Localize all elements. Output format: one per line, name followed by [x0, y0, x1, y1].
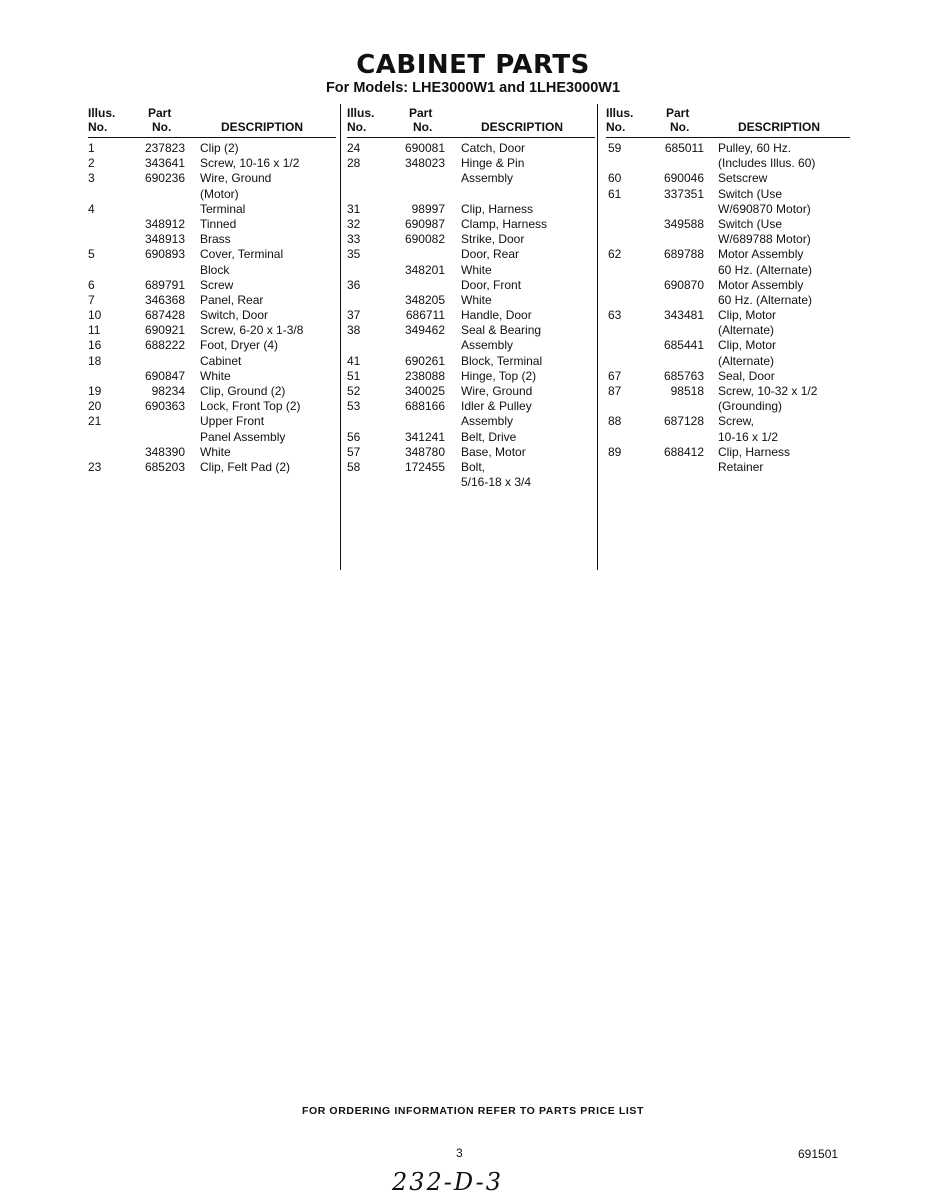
part-description: (Includes Illus. 60): [718, 156, 816, 171]
parts-row: [606, 263, 850, 278]
part-number: 98518: [670, 384, 704, 398]
part-number: 98997: [411, 201, 445, 216]
part-number: 348201: [404, 262, 445, 277]
parts-row: [88, 308, 336, 323]
parts-rows: [347, 141, 595, 490]
part-description: White: [200, 368, 231, 383]
part-number: 689788: [663, 247, 704, 262]
illus-number: 53: [347, 399, 361, 414]
illus-number: 21: [88, 414, 102, 429]
part-description: Belt, Drive: [461, 429, 517, 444]
column-divider: [597, 104, 598, 570]
illus-number: 1: [88, 141, 95, 155]
part-description: Screw, 6-20 x 1-3/8: [200, 323, 304, 338]
illus-number: 41: [347, 353, 361, 368]
parts-row: [347, 384, 595, 399]
part-number: 685441: [663, 338, 704, 353]
parts-row: [606, 354, 850, 369]
part-number: 687128: [663, 414, 704, 429]
illus-number: 28: [347, 156, 361, 171]
part-description: Idler & Pulley: [461, 399, 532, 414]
part-description: Setscrew: [718, 171, 768, 186]
parts-row: [347, 354, 595, 369]
parts-row: [606, 156, 850, 171]
part-number: 690893: [144, 247, 185, 262]
part-number: 686711: [405, 308, 445, 323]
column-header: [606, 104, 850, 138]
parts-row: [347, 156, 595, 171]
part-description: Catch, Door: [461, 141, 526, 155]
part-description: Clip (2): [200, 141, 239, 155]
parts-row: [606, 187, 850, 202]
parts-row: [347, 399, 595, 414]
parts-row: [347, 460, 595, 475]
part-number: 238088: [404, 368, 445, 383]
illus-number: 89: [608, 444, 622, 459]
parts-row: [347, 445, 595, 460]
part-number: 343641: [144, 156, 185, 171]
illus-number: 52: [347, 384, 361, 398]
part-description: Strike, Door: [461, 232, 525, 247]
part-number: 690236: [144, 171, 185, 186]
parts-row: [347, 171, 595, 186]
illus-number: 5: [88, 247, 95, 262]
part-number: 689791: [144, 277, 185, 292]
part-description: W/690870 Motor): [718, 201, 811, 216]
illus-number: 6: [88, 277, 95, 292]
part-description: Foot, Dryer (4): [200, 338, 279, 353]
part-number: 685011: [664, 141, 704, 155]
part-description: Assembly: [461, 414, 514, 429]
parts-row: [606, 247, 850, 262]
parts-row: [347, 414, 595, 429]
illus-header: Illus. No.: [88, 106, 116, 134]
part-description: Brass: [200, 232, 231, 247]
illus-number: 62: [608, 247, 622, 262]
part-description: Lock, Front Top (2): [200, 399, 301, 414]
parts-row: [606, 217, 850, 232]
illus-number: 63: [608, 308, 622, 323]
page-title: CABINET PARTS: [356, 50, 590, 80]
parts-row: [88, 445, 336, 460]
part-description: Seal & Bearing: [461, 323, 542, 338]
parts-row: [606, 141, 850, 156]
parts-row: [88, 278, 336, 293]
part-description: Cover, Terminal: [200, 247, 284, 262]
part-description: Clamp, Harness: [461, 216, 548, 231]
part-description: Motor Assembly: [718, 277, 804, 292]
handwritten-note: 232-D-3: [392, 1168, 503, 1196]
part-description: 5/16-18 x 3/4: [461, 475, 532, 490]
part-description: Panel, Rear: [200, 292, 264, 307]
part-description: Block: [200, 262, 230, 277]
part-description: (Motor): [200, 186, 239, 201]
column-header: [88, 104, 336, 138]
part-description: Wire, Ground: [461, 384, 533, 398]
illus-number: 37: [347, 308, 361, 323]
parts-row: [88, 323, 336, 338]
parts-row: [347, 369, 595, 384]
parts-row: [88, 338, 336, 353]
part-number: 690046: [663, 171, 704, 186]
parts-column-3: [606, 104, 850, 475]
illus-number: 56: [347, 429, 361, 444]
parts-row: [347, 278, 595, 293]
part-number: 348912: [144, 216, 185, 231]
illus-number: 2: [88, 156, 95, 171]
parts-row: [606, 232, 850, 247]
description-header: DESCRIPTION: [221, 120, 304, 134]
part-description: Panel Assembly: [200, 429, 286, 444]
parts-row: [347, 187, 595, 202]
part-number: 685203: [144, 459, 185, 474]
part-description: Switch, Door: [200, 308, 269, 323]
part-description: Motor Assembly: [718, 247, 804, 262]
part-description: Screw, 10-16 x 1/2: [200, 156, 300, 171]
illus-number: 11: [88, 323, 101, 338]
part-number: 348780: [404, 444, 445, 459]
parts-row: [606, 460, 850, 475]
illus-header: Illus. No.: [347, 106, 375, 134]
parts-row: [88, 460, 336, 475]
illus-number: 57: [347, 444, 361, 459]
part-description: Screw: [200, 277, 234, 292]
part-number: 687428: [144, 308, 185, 323]
parts-row: [88, 414, 336, 429]
part-number: 688412: [663, 444, 704, 459]
part-description: (Alternate): [718, 323, 775, 338]
part-description: Retainer: [718, 459, 764, 474]
part-description: Hinge, Top (2): [461, 368, 537, 383]
parts-row: [88, 156, 336, 171]
part-description: Cabinet: [200, 353, 242, 368]
part-description: 60 Hz. (Alternate): [718, 262, 813, 277]
part-description: Screw,: [718, 414, 755, 429]
part-description: Switch (Use: [718, 216, 783, 231]
description-header: DESCRIPTION: [481, 120, 564, 134]
illus-number: 67: [608, 368, 622, 383]
part-number: 690847: [144, 368, 185, 383]
parts-row: [606, 399, 850, 414]
parts-row: [88, 202, 336, 217]
parts-row: [606, 430, 850, 445]
illus-number: 7: [88, 292, 95, 307]
part-number: 690081: [404, 141, 445, 155]
part-number: 343481: [663, 308, 704, 323]
illus-number: 88: [608, 414, 622, 429]
part-number: 340025: [404, 384, 445, 398]
illus-number: 18: [88, 353, 102, 368]
part-description: Clip, Felt Pad (2): [200, 459, 291, 474]
illus-number: 3: [88, 171, 95, 186]
part-number: 690261: [404, 353, 445, 368]
part-number: 690082: [404, 232, 445, 247]
page-number: 3: [456, 1146, 463, 1160]
part-number: 690921: [144, 323, 185, 338]
parts-row: [88, 399, 336, 414]
part-number: 348205: [404, 292, 445, 307]
parts-row: [88, 384, 336, 399]
part-description: Clip, Harness: [461, 201, 534, 216]
illus-number: 33: [347, 232, 361, 247]
part-description: Screw, 10-32 x 1/2: [718, 384, 818, 398]
parts-row: [606, 202, 850, 217]
part-description: Hinge & Pin: [461, 156, 525, 171]
illus-number: 32: [347, 216, 361, 231]
illus-number: 58: [347, 459, 361, 474]
part-description: Wire, Ground: [200, 171, 272, 186]
illus-number: 10: [88, 308, 102, 323]
parts-row: [88, 293, 336, 308]
part-description: (Alternate): [718, 353, 775, 368]
part-number: 685763: [663, 368, 704, 383]
parts-row: [606, 445, 850, 460]
parts-row: [606, 384, 850, 399]
parts-row: [88, 430, 336, 445]
parts-row: [88, 247, 336, 262]
part-description: Clip, Motor: [718, 308, 777, 323]
parts-row: [347, 323, 595, 338]
part-description: (Grounding): [718, 399, 783, 414]
part-description: Assembly: [461, 338, 514, 353]
document-number: 691501: [798, 1147, 839, 1161]
part-description: Tinned: [200, 216, 237, 231]
part-description: Clip, Ground (2): [200, 384, 286, 398]
part-description: 60 Hz. (Alternate): [718, 292, 813, 307]
parts-row: [347, 247, 595, 262]
parts-row: [606, 369, 850, 384]
illus-number: 19: [88, 384, 102, 398]
illus-number: 61: [608, 186, 622, 201]
part-description: Door, Front: [461, 277, 522, 292]
description-header: DESCRIPTION: [738, 120, 821, 134]
parts-row: [88, 187, 336, 202]
illus-number: 60: [608, 171, 622, 186]
parts-row: [606, 338, 850, 353]
illus-number: 38: [347, 323, 361, 338]
parts-row: [606, 414, 850, 429]
part-number: 172455: [404, 459, 445, 474]
ordering-footer: FOR ORDERING INFORMATION REFER TO PARTS PRICE LIST: [301, 1105, 645, 1117]
part-number: 688222: [144, 338, 185, 353]
illus-number: 31: [347, 201, 361, 216]
part-number: 348390: [144, 444, 185, 459]
illus-number: 59: [608, 141, 622, 155]
part-description: Handle, Door: [461, 308, 532, 323]
part-number: 688166: [404, 399, 445, 414]
parts-row: [347, 263, 595, 278]
part-description: White: [461, 292, 492, 307]
part-number: 237823: [144, 141, 185, 155]
part-description: Block, Terminal: [461, 353, 543, 368]
part-number: 349462: [404, 323, 445, 338]
part-description: Base, Motor: [461, 444, 526, 459]
parts-row: [606, 293, 850, 308]
illus-number: 36: [347, 277, 361, 292]
models-subtitle: For Models: LHE3000W1 and 1LHE3000W1: [325, 80, 621, 96]
parts-column-1: [88, 104, 336, 475]
part-description: Assembly: [461, 171, 514, 186]
illus-number: 51: [347, 368, 361, 383]
illus-number: 23: [88, 459, 102, 474]
part-description: Switch (Use: [718, 186, 783, 201]
parts-row: [88, 263, 336, 278]
parts-row: [606, 278, 850, 293]
parts-column-2: [347, 104, 595, 490]
part-description: Door, Rear: [461, 247, 520, 262]
parts-row: [606, 308, 850, 323]
parts-row: [88, 217, 336, 232]
illus-number: 24: [347, 141, 361, 155]
illus-number: 20: [88, 399, 102, 414]
parts-row: [606, 323, 850, 338]
part-description: Pulley, 60 Hz.: [718, 141, 792, 155]
part-number: 337351: [663, 186, 704, 201]
parts-row: [347, 308, 595, 323]
part-header: Part No.: [666, 106, 690, 134]
parts-row: [347, 430, 595, 445]
part-number: 690363: [144, 399, 185, 414]
part-description: Bolt,: [461, 459, 486, 474]
parts-row: [347, 202, 595, 217]
illus-number: 87: [608, 384, 622, 398]
illus-header: Illus. No.: [606, 106, 634, 134]
part-number: 690987: [404, 216, 445, 231]
part-description: White: [461, 262, 492, 277]
part-number: 348913: [144, 232, 185, 247]
parts-rows: [88, 141, 336, 475]
part-description: Seal, Door: [718, 368, 775, 383]
part-description: W/689788 Motor): [718, 232, 811, 247]
parts-row: [347, 141, 595, 156]
illus-number: 35: [347, 247, 361, 262]
column-divider: [340, 104, 341, 570]
part-number: 346368: [144, 292, 185, 307]
part-description: Clip, Motor: [718, 338, 777, 353]
parts-row: [347, 293, 595, 308]
part-description: Terminal: [200, 201, 246, 216]
part-number: 98234: [151, 384, 185, 398]
parts-row: [88, 232, 336, 247]
parts-row: [347, 338, 595, 353]
part-description: 10-16 x 1/2: [718, 429, 779, 444]
parts-row: [88, 369, 336, 384]
parts-rows: [606, 141, 850, 475]
part-description: White: [200, 444, 231, 459]
part-header: Part No.: [148, 106, 172, 134]
parts-row: [606, 171, 850, 186]
parts-row: [347, 217, 595, 232]
column-header: [347, 104, 595, 138]
parts-row: [88, 354, 336, 369]
part-description: Clip, Harness: [718, 444, 791, 459]
parts-row: [88, 171, 336, 186]
part-description: Upper Front: [200, 414, 265, 429]
part-number: 348023: [404, 156, 445, 171]
parts-row: [347, 232, 595, 247]
parts-row: [88, 141, 336, 156]
illus-number: 16: [88, 338, 102, 353]
parts-row: [347, 475, 595, 490]
part-header: Part No.: [409, 106, 433, 134]
illus-number: 4: [88, 201, 95, 216]
part-number: 690870: [663, 277, 704, 292]
part-number: 341241: [404, 429, 445, 444]
part-number: 349588: [663, 216, 704, 231]
